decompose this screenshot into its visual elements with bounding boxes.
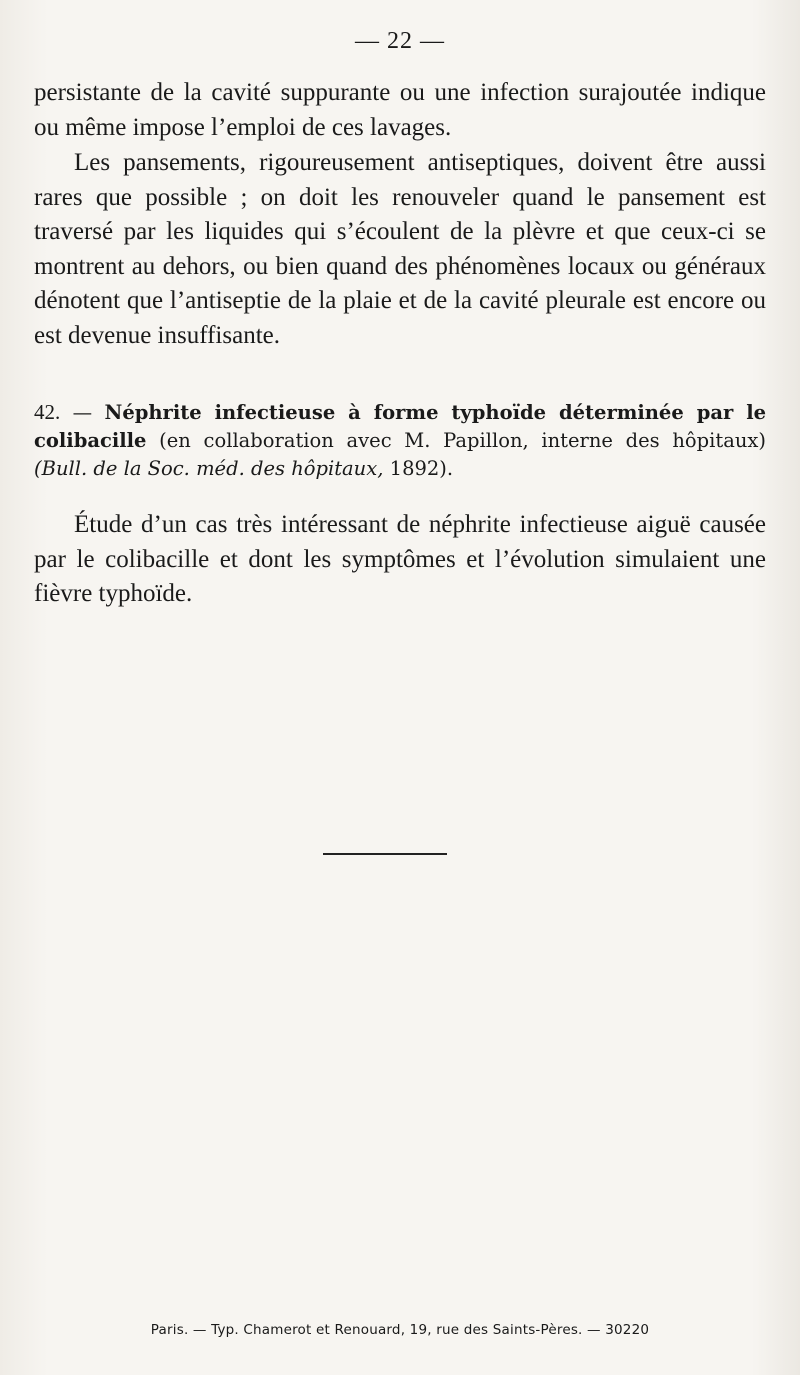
entry-number: 42. bbox=[34, 400, 61, 424]
entry-collaboration: (en collaboration avec M. Papillon, interne des hôpitaux) bbox=[159, 429, 766, 452]
summary-text: Étude d’un cas très intéressant de néphrite infectieuse aiguë causée par le colibacille et dont les symptômes et l’évolution simulaient une fièvre typhoïde. bbox=[34, 511, 766, 607]
entry-citation: (Bull. de la Soc. méd. des hôpitaux, bbox=[34, 457, 384, 480]
bibliography-entry bbox=[34, 398, 766, 483]
entry-year: 1892). bbox=[389, 457, 454, 480]
printer-imprint: Paris. — Typ. Chamerot et Renouard, 19, rue des Saints-Pères. — 30220 bbox=[150, 1322, 650, 1338]
paragraph-dressings bbox=[34, 146, 766, 353]
entry-dash: — bbox=[72, 401, 93, 424]
paragraph-text: persistante de la cavité suppurante ou une infection surajoutée indique ou même impose l’emploi de ces lavages. bbox=[34, 79, 766, 141]
paragraph-text: Les pansements, rigoureusement antiseptiques, doivent être aussi rares que possible ; on doit les renouveler quand le pansement est traversé par les liquides qui s’écoulent de la plèvre et que ceux-ci se montrent au dehors, ou bien quand des phénomènes locaux ou généraux dénotent que l’antiseptie de la plaie et de la cavité pleurale est encore ou est devenue insuffisante. bbox=[34, 149, 766, 349]
entry-summary bbox=[34, 508, 766, 612]
entry-title: Néphrite infectieuse à forme typhoïde déterminée par le colibacille bbox=[34, 401, 767, 452]
page-number: — 22 — bbox=[355, 28, 445, 54]
paragraph-continuation bbox=[34, 76, 766, 145]
section-rule bbox=[323, 853, 447, 855]
